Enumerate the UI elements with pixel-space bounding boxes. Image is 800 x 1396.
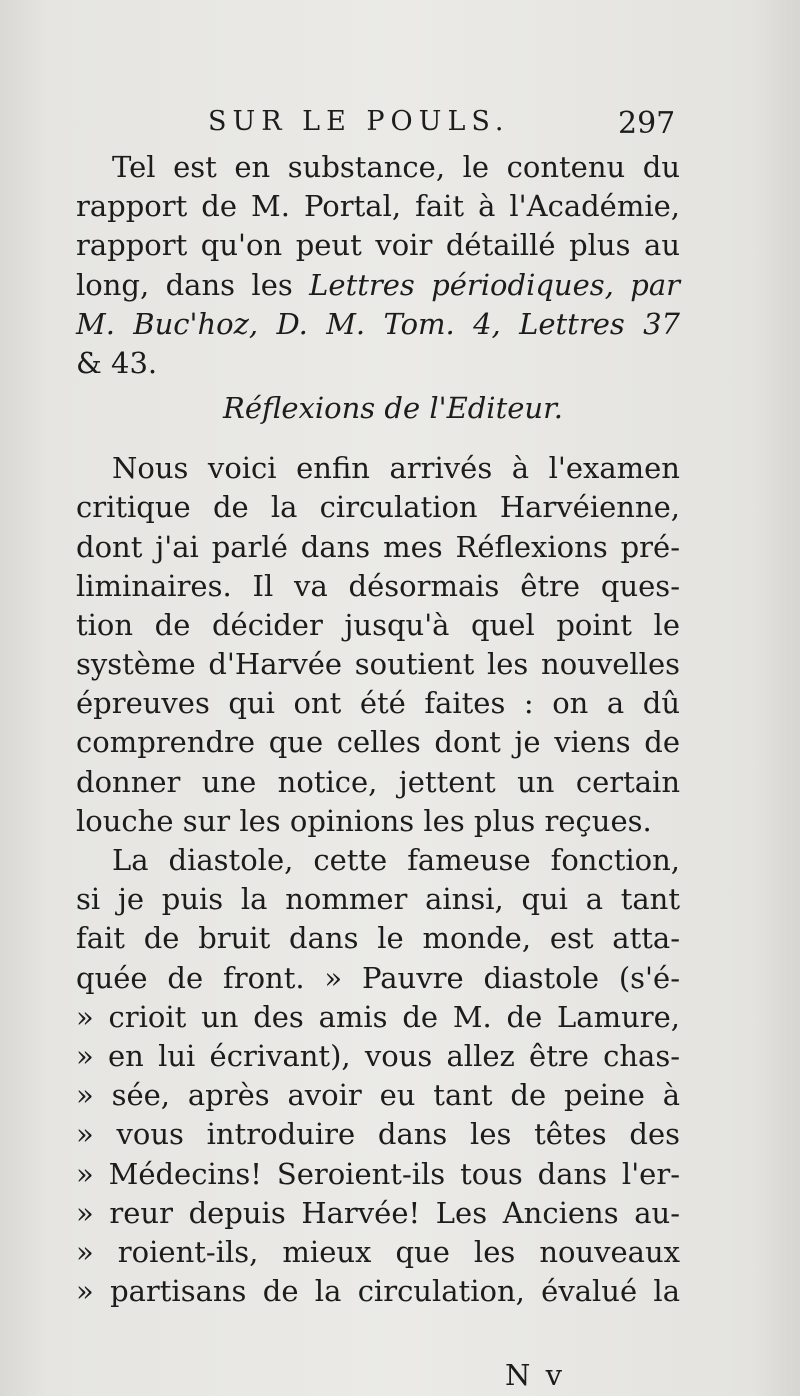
text-line: comprendre que celles dont je viens de: [76, 725, 680, 760]
text-line: & 43.: [76, 345, 158, 380]
text-line: M. Buc'hoz, D. M. Tom. 4, Lettres 37: [76, 306, 680, 341]
text-line: quée de front. » Pauvre diastole (s'é-: [76, 960, 680, 995]
text-line: » sée, après avoir eu tant de peine à: [76, 1078, 680, 1113]
text-line: La diastole, cette fameuse fonction,: [112, 843, 680, 877]
text-line: rapport qu'on peut voir détaillé plus au: [76, 228, 680, 263]
text-line: critique de la circulation Harvéienne,: [76, 490, 680, 525]
text-line: si je puis la nommer ainsi, qui a tant: [76, 882, 680, 917]
text-line: » reur depuis Harvée! Les Anciens au-: [76, 1195, 680, 1230]
running-title: SUR LE POULS.: [208, 106, 510, 137]
text-line: » vous introduire dans les têtes des: [76, 1117, 680, 1152]
text-line: » Médecins! Seroient-ils tous dans l'er-: [76, 1156, 680, 1191]
text-line: Tel est en substance, le contenu du: [112, 150, 680, 184]
body-text: [76, 148, 680, 1311]
page-number: 297: [618, 106, 676, 141]
text-line: donner une notice, jettent un certain: [76, 764, 680, 799]
paragraph-1: [76, 148, 680, 383]
text-line: dont j'ai parlé dans mes Réflexions pré-: [76, 529, 680, 564]
text-line: tion de décider jusqu'à quel point le: [76, 607, 680, 642]
text-line: » partisans de la circulation, évalué la: [76, 1274, 680, 1309]
text-segment: long, dans les: [76, 267, 310, 302]
page-header: [0, 104, 800, 144]
italic-citation: Lettres périodiques, par: [309, 267, 680, 302]
text-line: » crioit un des amis de M. de Lamure,: [76, 999, 680, 1034]
text-line: épreuves qui ont été faites : on a dû: [76, 686, 680, 721]
text-line: [76, 266, 680, 305]
text-line: système d'Harvée soutient les nouvelles: [76, 647, 680, 682]
paragraph-3: [76, 841, 680, 1311]
text-line: fait de bruit dans le monde, est atta-: [76, 921, 680, 956]
text-line: liminaires. Il va désormais être ques-: [76, 568, 680, 603]
paragraph-2: [76, 449, 680, 841]
text-line: » en lui écrivant), vous allez être chas-: [76, 1038, 680, 1073]
text-line: rapport de M. Portal, fait à l'Académie,: [76, 189, 680, 224]
section-heading: Réflexions de l'Editeur.: [223, 391, 563, 426]
signature-mark: N v: [505, 1358, 565, 1392]
text-line: » roient-ils, mieux que les nouveaux: [76, 1234, 680, 1269]
text-line: Nous voici enfin arrivés à l'examen: [112, 451, 680, 486]
text-line: louche sur les opinions les plus reçues.: [76, 803, 652, 838]
